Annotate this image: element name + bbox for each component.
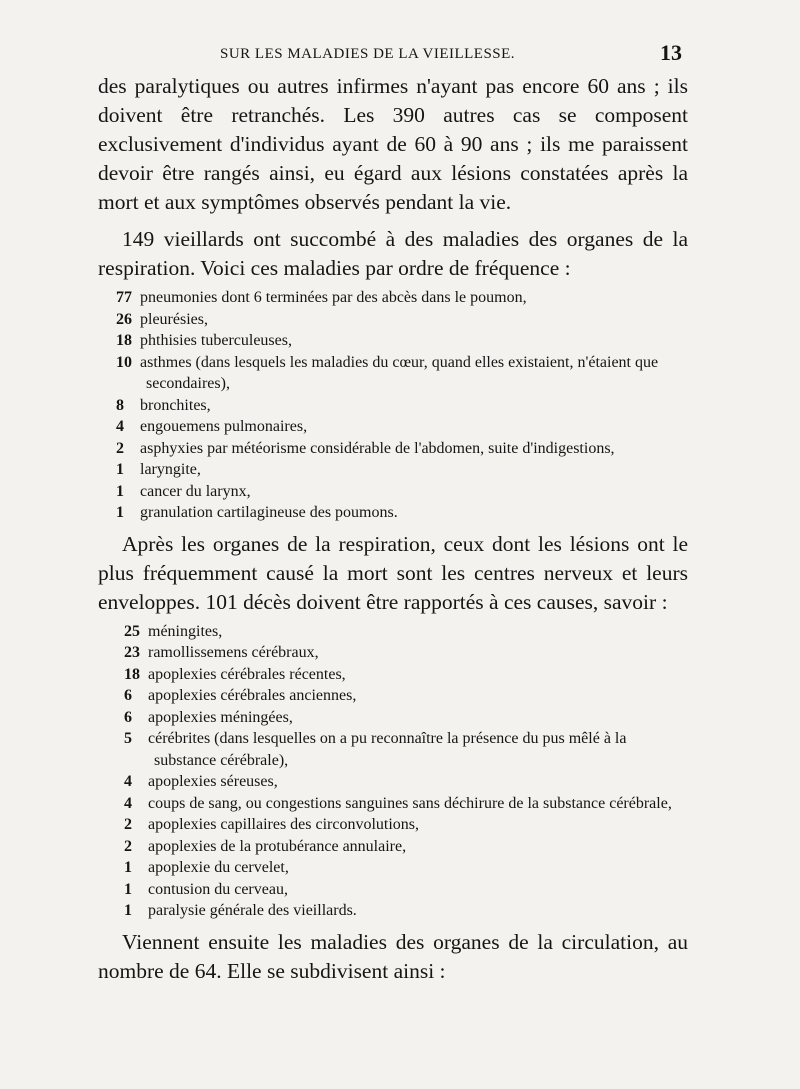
list-item: [98, 502, 688, 524]
list-item: [98, 836, 688, 858]
item-count: 18: [116, 332, 132, 349]
item-count: 4: [116, 418, 124, 435]
item-count: 77: [116, 289, 132, 306]
item-text: pleurésies,: [140, 310, 208, 328]
list-item: [98, 481, 688, 503]
item-count: 26: [116, 310, 132, 328]
item-text: coups de sang, ou congestions sanguines sans déchirure de la substance cérébrale,: [148, 794, 672, 812]
paragraph-circulation: Viennent ensuite les maladies des organes de la circulation, au nombre de 64. Elle se subdivisent ainsi :: [98, 929, 688, 983]
list-item: [98, 814, 688, 836]
list-item: [98, 900, 688, 922]
list-item: [98, 438, 688, 460]
item-count: 1: [124, 902, 132, 919]
item-count: 10: [116, 353, 132, 371]
paragraph-nervous: Après les organes de la respiration, ceux dont les lésions ont le plus fréquemment causé la mort sont les centres nerveux et leurs enveloppes. 101 décès doivent être rapportés à ces causes, savoir :: [98, 531, 688, 614]
list-item: [98, 642, 688, 664]
item-count: 1: [124, 880, 132, 898]
item-text: laryngite,: [140, 461, 201, 478]
nervous-diseases-list: [98, 621, 688, 922]
paragraph-respiration: 149 vieillards ont succombé à des maladies des organes de la respiration. Voici ces maladies par ordre de fréquence :: [98, 227, 688, 280]
item-count: 8: [116, 396, 124, 414]
item-text: paralysie générale des vieillards.: [148, 902, 357, 919]
list-item: [98, 793, 688, 815]
list-item: [98, 330, 688, 352]
list-item: [98, 395, 688, 417]
item-text: engouemens pulmonaires,: [140, 418, 308, 435]
item-count: 4: [124, 773, 132, 790]
list-item: [98, 664, 688, 686]
item-count: 6: [124, 708, 132, 726]
item-count: 1: [124, 859, 132, 876]
item-text: granulation cartilagineuse des poumons.: [140, 504, 398, 521]
item-count: 1: [116, 482, 124, 500]
item-text: asphyxies par météorisme considérable de l'abdomen, suite d'indigestions,: [140, 439, 615, 457]
list-item: [98, 416, 688, 438]
item-text: phthisies tuberculeuses,: [140, 332, 292, 349]
list-item: [98, 879, 688, 901]
list-item: [98, 771, 688, 793]
item-text: apoplexies cérébrales récentes,: [148, 665, 346, 683]
list-item: [98, 685, 688, 707]
item-text: bronchites,: [140, 396, 211, 414]
item-text: asthmes (dans lesquels les maladies du cœur, quand elles existaient, n'étaient que secondaires),: [140, 353, 659, 392]
list-item: [98, 728, 688, 771]
running-title: SUR LES MALADIES DE LA VIEILLESSE.: [220, 46, 516, 62]
item-text: apoplexies capillaires des circonvolutions,: [148, 816, 420, 833]
list-item: [98, 857, 688, 879]
item-text: apoplexie du cervelet,: [148, 859, 289, 876]
item-text: apoplexies cérébrales anciennes,: [148, 687, 357, 704]
item-count: 6: [124, 687, 132, 704]
item-text: apoplexies séreuses,: [148, 773, 278, 790]
running-head: [100, 40, 690, 70]
list-item: [98, 621, 688, 643]
item-text: cérébrites (dans lesquelles on a pu reconnaître la présence du pus mêlé à la substance cérébrale),: [148, 730, 627, 769]
item-count: 25: [124, 622, 140, 640]
page-number: 13: [660, 40, 682, 65]
list-item: [98, 352, 688, 395]
list-item: [98, 459, 688, 481]
item-count: 5: [124, 730, 132, 747]
item-text: pneumonies dont 6 terminées par des abcès dans le poumon,: [140, 289, 527, 306]
item-count: 1: [116, 504, 124, 521]
list-item: [98, 309, 688, 331]
list-item: [98, 707, 688, 729]
item-count: 2: [124, 816, 132, 833]
paragraph-intro: des paralytiques ou autres infirmes n'ayant pas encore 60 ans ; ils doivent être retranchés. Les 390 autres cas se composent exclusivement d'individus ayant de 60 à 90 ans ; ils me paraissent devoir être rangés ainsi, eu égard aux lésions constatées après la mort et aux symptômes observés pendant la vie.: [98, 74, 688, 214]
item-count: 23: [124, 644, 140, 661]
item-count: 1: [116, 461, 124, 478]
item-text: méningites,: [148, 622, 223, 640]
item-text: apoplexies de la protubérance annulaire,: [148, 837, 407, 855]
list-item: [98, 287, 688, 309]
item-text: apoplexies méningées,: [148, 708, 293, 726]
item-text: contusion du cerveau,: [148, 880, 288, 898]
item-count: 18: [124, 665, 140, 683]
item-count: 2: [124, 837, 132, 855]
item-text: ramollissemens cérébraux,: [148, 644, 319, 661]
item-count: 2: [116, 439, 124, 457]
item-text: cancer du larynx,: [140, 482, 251, 500]
body-text: [98, 72, 688, 986]
item-count: 4: [124, 794, 132, 812]
respiration-diseases-list: [98, 287, 688, 524]
